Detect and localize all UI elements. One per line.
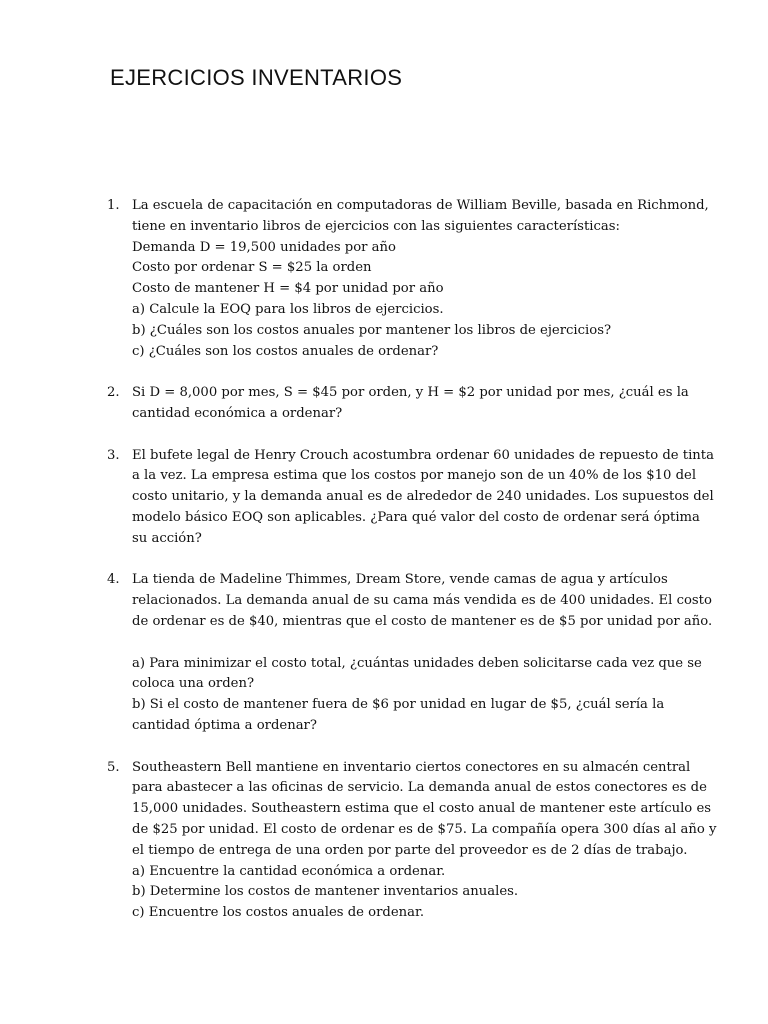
exercise-line: a) Para minimizar el costo total, ¿cuántas unidades deben solicitarse cada vez que se	[132, 655, 702, 671]
exercise-item	[107, 196, 707, 362]
exercise-line: relacionados. La demanda anual de su cama más vendida es de 400 unidades. El costo	[132, 593, 712, 609]
exercise-line: de $25 por unidad. El costo de ordenar es de $75. La compañía opera 300 días al año y	[132, 821, 717, 837]
exercise-item	[107, 570, 713, 736]
exercise-line: c) Encuentre los costos anuales de ordenar.	[132, 905, 425, 921]
exercise-line: Demanda D = 19,500 unidades por año	[132, 239, 396, 255]
exercise-line: b) Si el costo de mantener fuera de $6 por unidad en lugar de $5, ¿cuál sería la	[132, 697, 665, 713]
exercise-line: coloca una orden?	[132, 676, 255, 692]
page-title: EJERCICIOS INVENTARIOS	[110, 65, 403, 90]
exercise-text	[132, 196, 707, 362]
exercise-line: La tienda de Madeline Thimmes, Dream Store, vende camas de agua y artículos	[132, 572, 668, 588]
exercise-line: El bufete legal de Henry Crouch acostumbra ordenar 60 unidades de repuesto de tinta	[132, 447, 714, 463]
exercise-line: 15,000 unidades. Southeastern estima que el costo anual de mantener este artículo es	[132, 801, 712, 817]
exercise-line: el tiempo de entrega de una orden por parte del proveedor es de 2 días de trabajo.	[132, 842, 688, 858]
exercise-text	[132, 446, 714, 550]
exercise-line: de ordenar es de $40, mientras que el costo de mantener es de $5 por unidad por año.	[132, 613, 713, 629]
exercise-number: 5.	[107, 759, 120, 775]
exercise-text	[132, 570, 713, 736]
exercise-line: a) Encuentre la cantidad económica a ordenar.	[132, 863, 446, 879]
exercise-line: para abastecer a las oficinas de servicio. La demanda anual de estos conectores es de	[132, 780, 707, 796]
exercise-line: c) ¿Cuáles son los costos anuales de ordenar?	[132, 343, 439, 359]
exercise-text	[132, 383, 707, 425]
exercise-number: 2.	[107, 385, 120, 401]
exercise-item	[107, 446, 714, 550]
exercise-line: modelo básico EOQ son aplicables. ¿Para qué valor del costo de ordenar será óptima	[132, 509, 700, 525]
exercise-line: cantidad económica a ordenar?	[132, 405, 343, 421]
exercise-line: cantidad óptima a ordenar?	[132, 717, 317, 733]
exercise-line: tiene en inventario libros de ejercicios con las siguientes características:	[132, 218, 620, 234]
exercise-number: 4.	[107, 572, 120, 588]
exercise-line: Si D = 8,000 por mes, S = $45 por orden, y H = $2 por unidad por mes, ¿cuál es la	[132, 385, 689, 401]
exercise-line: b) ¿Cuáles son los costos anuales por mantener los libros de ejercicios?	[132, 322, 612, 338]
exercise-number: 3.	[107, 447, 120, 463]
exercise-line: su acción?	[132, 530, 202, 546]
exercise-line: Costo de mantener H = $4 por unidad por año	[132, 281, 444, 297]
exercise-item	[107, 383, 707, 425]
exercise-number: 1.	[107, 198, 120, 213]
exercise-line: Southeastern Bell mantiene en inventario ciertos conectores en su almacén central	[132, 759, 691, 775]
exercise-list	[107, 196, 717, 945]
paragraph-gap	[132, 633, 707, 654]
exercise-item	[107, 758, 717, 924]
exercise-line: Costo por ordenar S = $25 la orden	[132, 260, 372, 276]
exercise-line: a) Calcule la EOQ para los libros de ejercicios.	[132, 301, 444, 317]
exercise-line: costo unitario, y la demanda anual es de alrededor de 240 unidades. Los supuestos del	[132, 489, 714, 505]
exercise-text	[132, 758, 717, 924]
exercise-line: b) Determine los costos de mantener inventarios anuales.	[132, 884, 519, 900]
exercise-line: La escuela de capacitación en computadoras de William Beville, basada en Richmond,	[132, 198, 709, 213]
exercise-line: a la vez. La empresa estima que los costos por manejo son de un 40% de los $10 del	[132, 468, 697, 484]
